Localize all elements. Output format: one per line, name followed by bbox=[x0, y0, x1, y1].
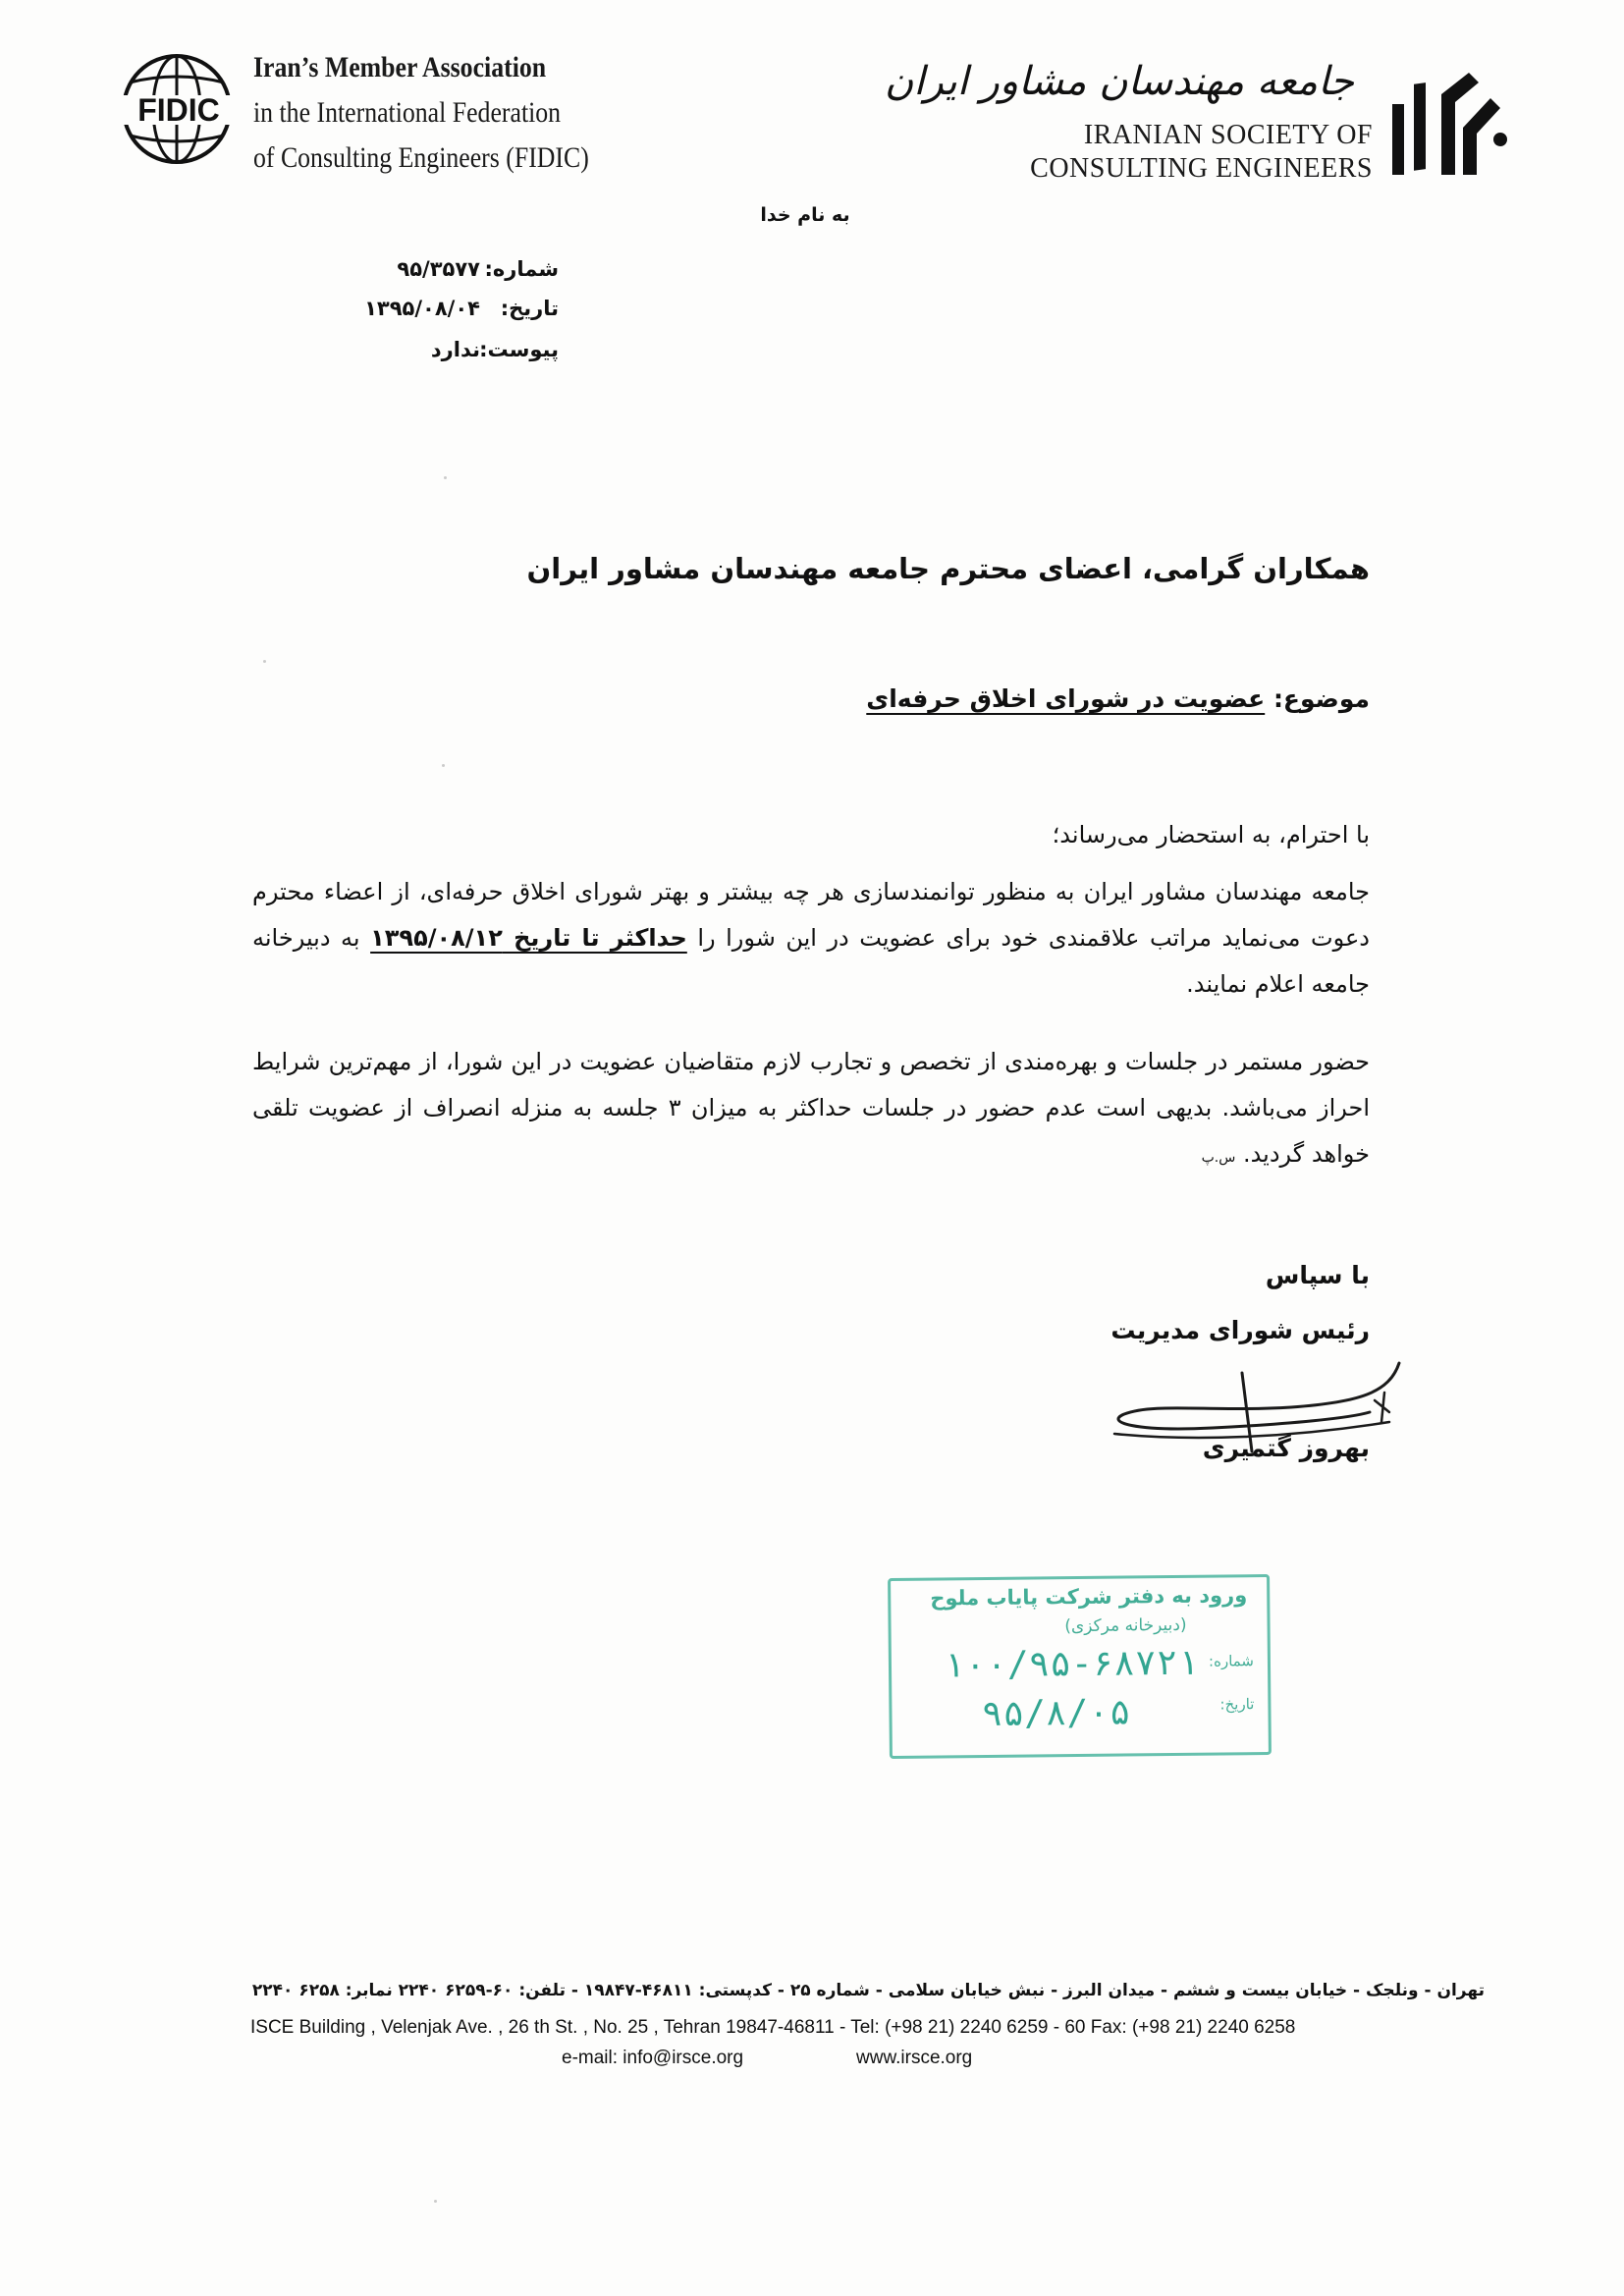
isce-name-english-line-1: IRANIAN SOCIETY OF bbox=[1083, 120, 1373, 150]
stamp-number-label: شماره: bbox=[1208, 1652, 1255, 1670]
scan-speck bbox=[442, 764, 445, 767]
footer-address-persian: تهران - ونلجک - خیابان بیست و ششم - میدان البرز - نبش خیابان سلامی - شماره ۲۵ - کدپستی: ۴۶۸۱۱-۱۹۸۴۷ - تلفن: ۶۰-۶۲۵۹ ۲۲۴۰ نمابر: ۶۲۵۸ ۲۲۴۰ bbox=[251, 1981, 1485, 2000]
letter-attachment-label: پیوست: bbox=[479, 338, 559, 361]
fidic-line-2: in the International Federation bbox=[253, 96, 562, 129]
isce-logo-icon bbox=[1384, 59, 1512, 187]
letter-number-row bbox=[397, 257, 559, 281]
body-paragraph-1 bbox=[252, 869, 1370, 1008]
closing-thanks: با سپاس bbox=[1265, 1261, 1370, 1289]
svg-text:FIDIC: FIDIC bbox=[137, 92, 220, 128]
letter-number-label: شماره: bbox=[484, 257, 559, 281]
letter-date-label: تاریخ: bbox=[500, 297, 559, 320]
stamp-date-value: ۹۵/۸/۰۵ bbox=[981, 1692, 1131, 1735]
scan-speck bbox=[263, 660, 266, 663]
received-stamp bbox=[888, 1574, 1272, 1759]
deadline-highlight: حداکثر تا تاریخ ۱۳۹۵/۰۸/۱۲ bbox=[370, 924, 687, 952]
fidic-globe-logo bbox=[116, 51, 244, 167]
fidic-line-1: Iran’s Member Association bbox=[253, 51, 547, 83]
fidic-line-3: of Consulting Engineers (FIDIC) bbox=[253, 141, 589, 174]
body-paragraph-2 bbox=[252, 1039, 1370, 1181]
letter-date-value: ۱۳۹۵/۰۸/۰۴ bbox=[364, 297, 480, 320]
isce-name-english-line-2: CONSULTING ENGINEERS bbox=[1030, 153, 1373, 184]
letter-date-row bbox=[364, 297, 559, 320]
isce-name-persian: جامعه مهندسان مشاور ایران bbox=[885, 59, 1354, 104]
signer-title: رئیس شورای مدیریت bbox=[1110, 1316, 1370, 1344]
letter-attachment-row bbox=[431, 338, 559, 361]
typist-initials: س.پ bbox=[1201, 1150, 1236, 1166]
letter-subject bbox=[866, 684, 1370, 713]
para2-text: حضور مستمر در جلسات و بهره‌مندی از تخصص و تجارب لازم متقاضیان عضویت در این شورا، از مهم‌ترین شرایط احراز می‌باشد. بدیهی است عدم حضور در جلسات حداکثر به میزان ۳ جلسه به منزله انصراف از عضویت تلقی خواهد گردید. bbox=[252, 1048, 1370, 1168]
para1-text-start: جامعه مهندسان مشاور ایران به منظور توانمندسازی هر چه بیشتر و بهتر شورای اخلاق حرفه‌ای، از اعضاء محترم دعوت می‌نماید مراتب علاقمندی خود برای عضویت در این شورا را bbox=[252, 878, 1370, 952]
footer-website[interactable]: www.irsce.org bbox=[856, 2048, 973, 2068]
letter-greeting: با احترام، به استحضار می‌رساند؛ bbox=[1052, 821, 1370, 848]
subject-label: موضوع: bbox=[1272, 684, 1370, 713]
signer-name: بهروز گتمیری bbox=[1202, 1434, 1370, 1462]
bismillah-heading: به نام خدا bbox=[760, 204, 850, 226]
footer-email[interactable]: e-mail: info@irsce.org bbox=[562, 2048, 744, 2068]
footer-address-english: ISCE Building , Velenjak Ave. , 26 th St. , No. 25 , Tehran 19847-46811 - Tel: (+98 21) 2240 6259 - 60 Fax: (+98 21) 2240 6258 bbox=[250, 2017, 1296, 2038]
scan-speck bbox=[434, 2200, 437, 2203]
scan-speck bbox=[444, 476, 447, 479]
letter-number-value: ۹۵/۳۵۷۷ bbox=[397, 257, 480, 281]
para1-text-end: به دبیرخانه جامعه اعلام نمایند. bbox=[252, 924, 1370, 998]
subject-text: عضویت در شورای اخلاق حرفه‌ای bbox=[866, 684, 1266, 713]
stamp-subtitle: (دبیرخانه مرکزی) bbox=[1064, 1614, 1187, 1637]
stamp-number-value: ۱۰۰/۹۵-۶۸۷۲۱ bbox=[943, 1642, 1200, 1686]
stamp-title: ورود به دفتر شرکت پایاب ملوح bbox=[930, 1583, 1248, 1611]
stamp-date-label: تاریخ: bbox=[1219, 1695, 1255, 1714]
letter-attachment-value: ندارد bbox=[430, 338, 480, 361]
letter-salutation: همکاران گرامی، اعضای محترم جامعه مهندسان مشاور ایران bbox=[526, 552, 1370, 585]
